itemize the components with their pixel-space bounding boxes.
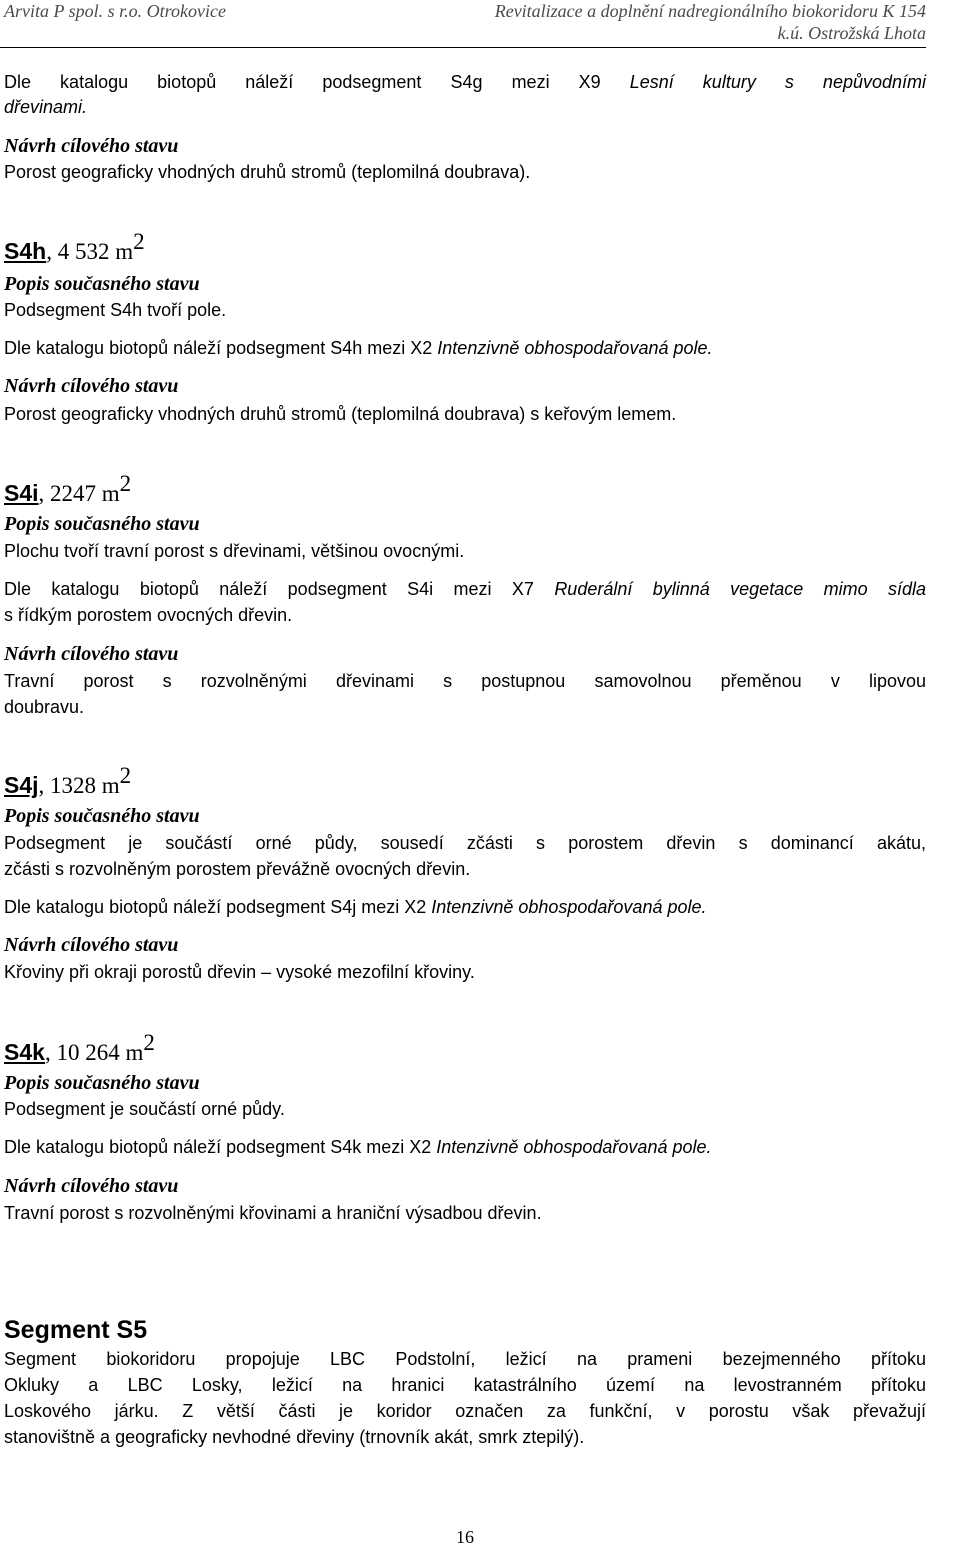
- s4h-catalog-italic: Intenzivně obhospodařovaná pole.: [437, 338, 713, 358]
- s4i-sep: ,: [38, 481, 45, 506]
- s4i-target-heading: Návrh cílového stavu: [4, 643, 179, 665]
- s4j-target-text: Křoviny při okraji porostů dřevin – vysoké mezofilní křoviny.: [4, 962, 475, 982]
- s4i-unit-exp: 2: [119, 471, 132, 496]
- header-company: Arvita P spol. s r.o. Otrokovice: [4, 1, 226, 21]
- s4j-sep: ,: [38, 773, 45, 798]
- s4k-heading: [4, 1030, 155, 1071]
- s4h-current-text: Podsegment S4h tvoří pole.: [4, 300, 227, 320]
- s4k-sep: ,: [44, 1040, 51, 1065]
- s4i-unit: m: [101, 481, 120, 506]
- header-rule: [0, 47, 926, 48]
- s4i-code: S4i: [4, 480, 39, 506]
- s4h-heading: [4, 229, 145, 270]
- segment-s5-line2: Okluky a LBC Losky, ležicí na hranici katastrálního území na levostranném přítoku: [4, 1375, 926, 1395]
- s4h-code: S4h: [4, 238, 47, 264]
- segment-s5-line3: Loskového járku. Z větší části je koridor označen za funkční, v porostu však převažují: [4, 1401, 926, 1421]
- s4i-target-line2: doubravu.: [4, 697, 85, 717]
- s4k-code: S4k: [4, 1039, 45, 1065]
- s4h-unit-exp: 2: [133, 229, 145, 254]
- s4i-current-text: Plochu tvoří travní porost s dřevinami, většinou ovocnými.: [4, 541, 465, 561]
- s4j-current-line2: zčásti s rozvolněným porostem převážně ovocných dřevin.: [4, 859, 471, 879]
- s4j-code: S4j: [4, 772, 39, 798]
- s4k-unit-exp: 2: [143, 1030, 155, 1055]
- s4k-catalog-line: [4, 1135, 926, 1160]
- s4i-target-line1: Travní porost s rozvolněnými dřevinami s postupnou samovolnou přeměnou v lipovou: [4, 671, 926, 691]
- s4j-catalog-line: [4, 895, 926, 920]
- s4g-catalog-line1: [4, 70, 926, 95]
- s4j-heading: [4, 763, 132, 804]
- s4j-catalog-italic: Intenzivně obhospodařovaná pole.: [431, 897, 707, 917]
- s4g-catalog-prefix: Dle katalogu biotopů náleží podsegment S4g mezi X9: [4, 72, 601, 92]
- s4j-target-heading: Návrh cílového stavu: [4, 934, 179, 956]
- s4g-target-heading: Návrh cílového stavu: [4, 135, 179, 157]
- s4k-target-text: Travní porost s rozvolněnými křovinami a hraniční výsadbou dřevin.: [4, 1203, 542, 1223]
- s4k-catalog-italic: Intenzivně obhospodařovaná pole.: [436, 1137, 712, 1157]
- s4k-catalog-prefix: Dle katalogu biotopů náleží podsegment S4k mezi X2: [4, 1137, 432, 1157]
- s4k-target-heading: Návrh cílového stavu: [4, 1175, 179, 1197]
- s4h-current-heading: Popis současného stavu: [4, 273, 200, 295]
- s4g-catalog-line2: dřevinami.: [4, 97, 88, 117]
- header-project-title: Revitalizace a doplnění nadregionálního biokoridoru K 154: [494, 1, 926, 21]
- s4j-unit-exp: 2: [119, 763, 132, 788]
- s4i-catalog-line1: [4, 577, 926, 602]
- s4h-sep: ,: [46, 239, 52, 264]
- s4k-current-text: Podsegment je součástí orné půdy.: [4, 1099, 285, 1119]
- s4h-area: 4 532: [57, 239, 110, 264]
- segment-s5-heading: Segment S5: [4, 1316, 148, 1344]
- s4k-unit: m: [125, 1040, 144, 1065]
- s4j-current-line1: Podsegment je součástí orné půdy, sousedí zčásti s porostem dřevin s dominancí akátu,: [4, 833, 926, 853]
- s4i-heading: [4, 471, 132, 512]
- header-cadastral-area: k.ú. Ostrožská Lhota: [777, 23, 926, 43]
- segment-s5-line4: stanovištně a geograficky nevhodné dřeviny (trnovník akát, smrk ztepilý).: [4, 1427, 585, 1447]
- s4j-catalog-prefix: Dle katalogu biotopů náleží podsegment S4j mezi X2: [4, 897, 427, 917]
- s4j-unit: m: [101, 773, 120, 798]
- s4j-area: 1328: [50, 773, 97, 798]
- s4k-area: 10 264: [56, 1040, 120, 1065]
- page-number: 16: [456, 1527, 474, 1547]
- s4j-current-heading: Popis současného stavu: [4, 805, 200, 827]
- s4h-target-heading: Návrh cílového stavu: [4, 375, 179, 397]
- s4g-target-text: Porost geograficky vhodných druhů stromů (teplomilná doubrava).: [4, 162, 531, 182]
- s4k-current-heading: Popis současného stavu: [4, 1072, 200, 1094]
- s4h-catalog-line: [4, 336, 926, 361]
- s4i-catalog-italic: Ruderální bylinná vegetace mimo sídla: [554, 579, 926, 599]
- s4i-catalog-line2: s řídkým porostem ovocných dřevin.: [4, 605, 293, 625]
- s4h-catalog-prefix: Dle katalogu biotopů náleží podsegment S4h mezi X2: [4, 338, 433, 358]
- segment-s5-line1: Segment biokoridoru propojuje LBC Podstolní, ležicí na prameni bezejmenného přítoku: [4, 1349, 926, 1369]
- s4i-area: 2247: [50, 481, 97, 506]
- s4i-current-heading: Popis současného stavu: [4, 513, 200, 535]
- s4h-target-text: Porost geograficky vhodných druhů stromů (teplomilná doubrava) s keřovým lemem.: [4, 404, 677, 424]
- s4g-catalog-italic: Lesní kultury s nepůvodními: [629, 72, 926, 92]
- s4i-catalog-prefix: Dle katalogu biotopů náleží podsegment S4i mezi X7: [4, 579, 534, 599]
- s4h-unit: m: [115, 239, 134, 264]
